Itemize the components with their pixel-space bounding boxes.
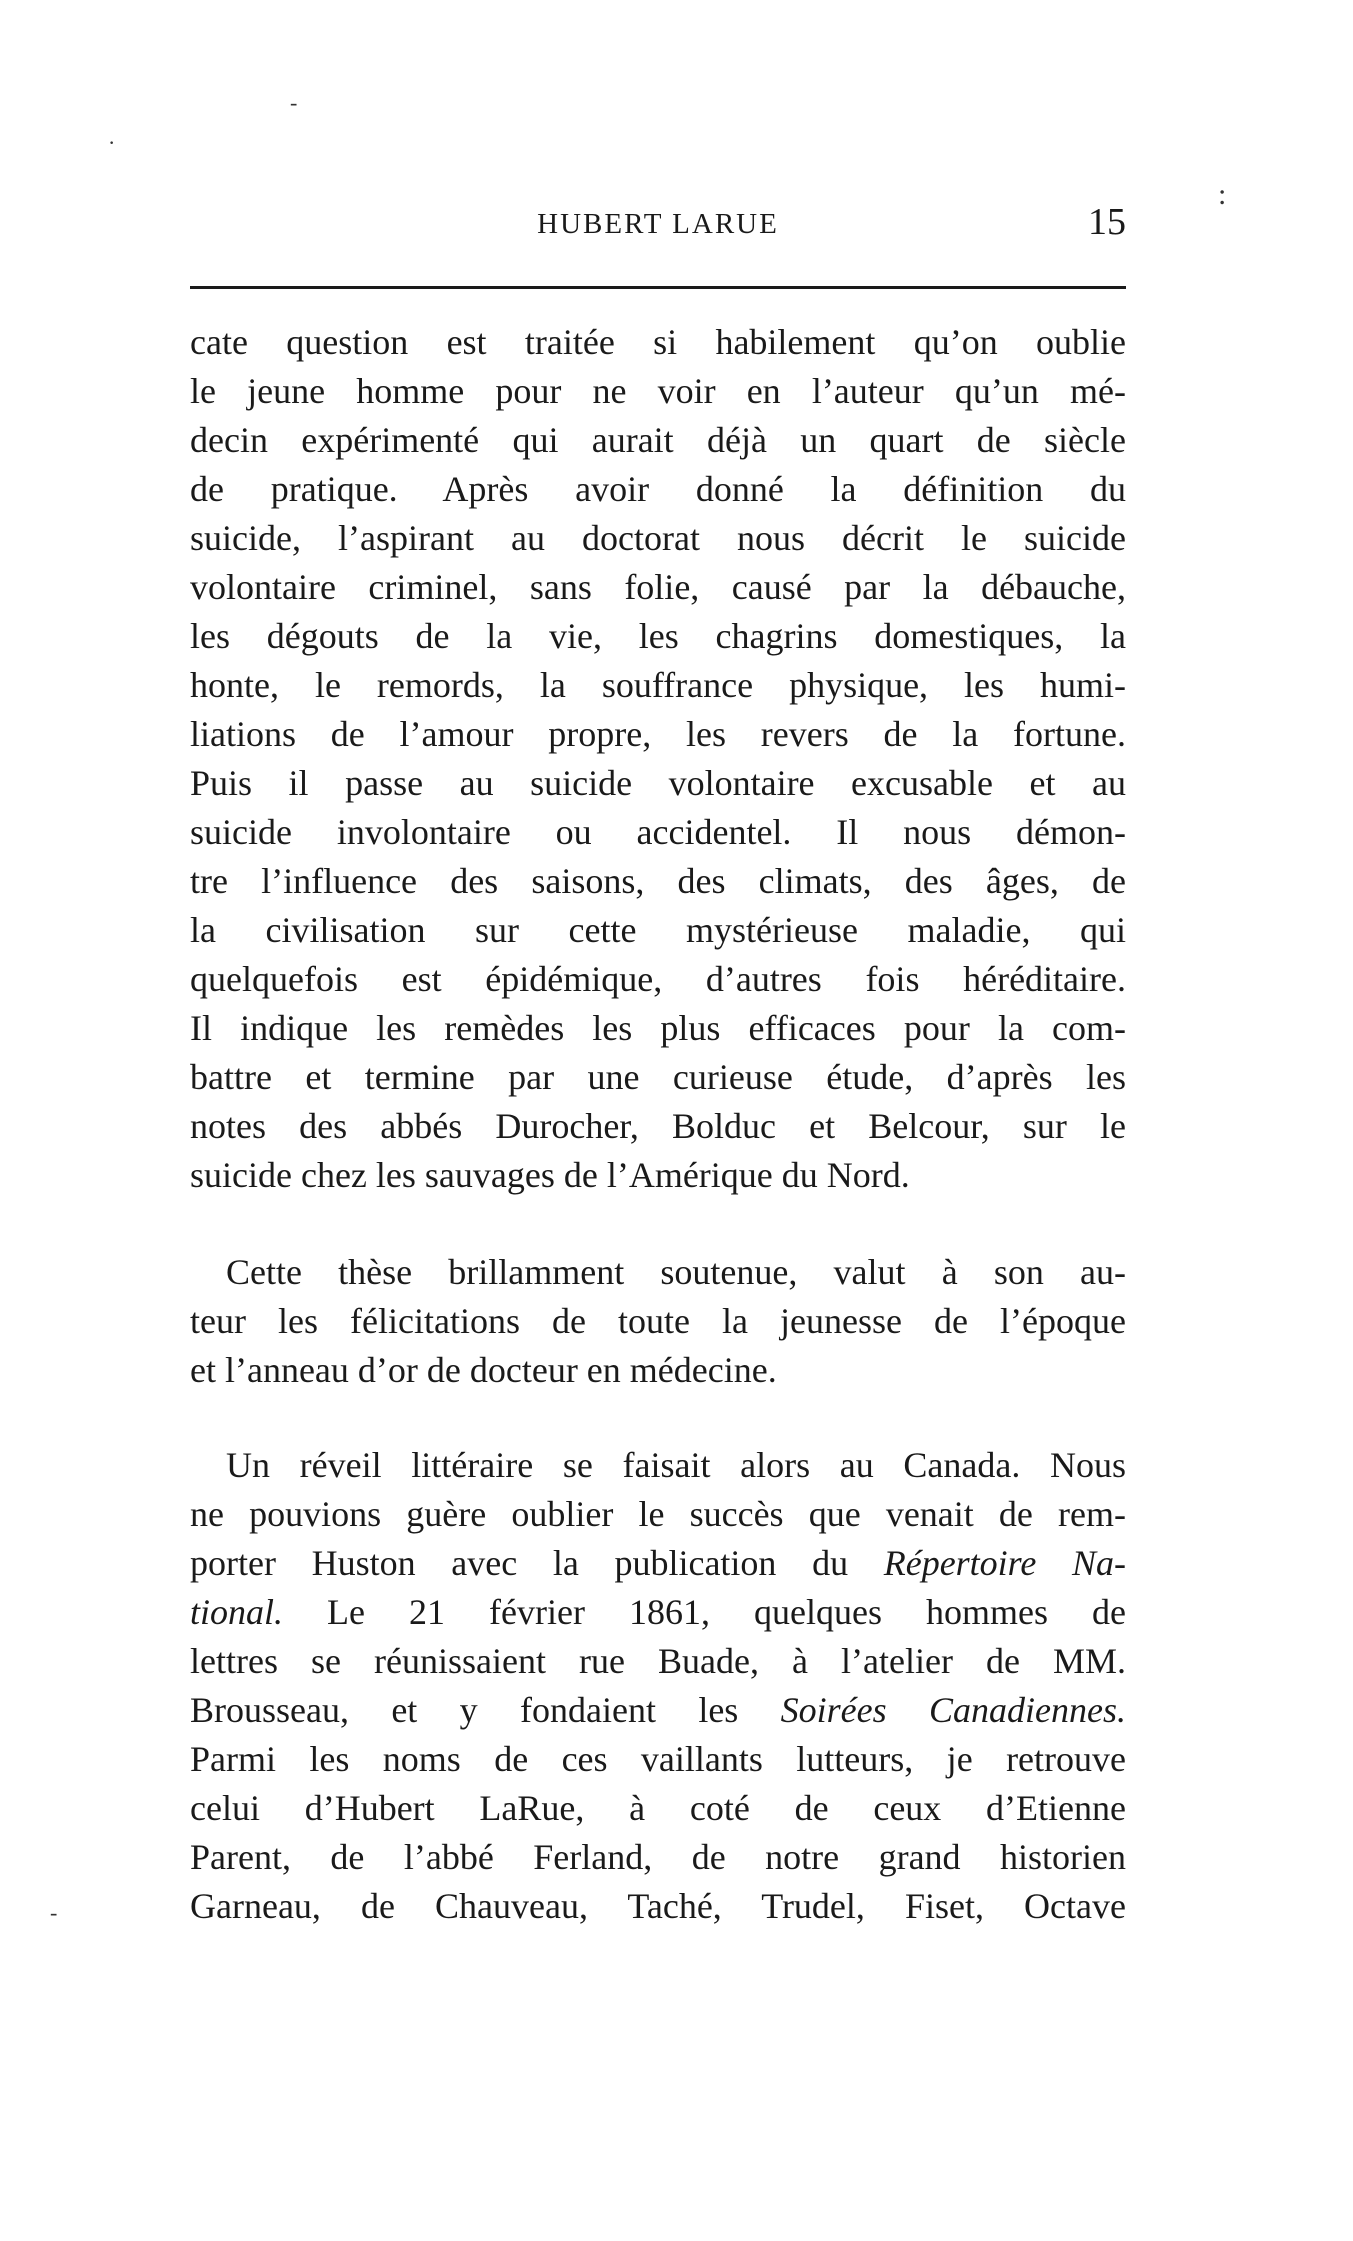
text-line: volontaire criminel, sans folie, causé par la débauche, <box>190 567 1126 607</box>
text-line: Il indique les remèdes les plus efficaces pour la com- <box>190 1008 1126 1048</box>
text-line <box>190 1441 1126 1490</box>
body-text <box>190 318 1126 1931</box>
text-line <box>190 1588 1126 1637</box>
text-run: Brousseau, et y fondaient les <box>190 1690 781 1730</box>
text-line: et l’anneau d’or de docteur en médecine. <box>190 1350 777 1390</box>
paragraph-spacer <box>190 1395 1126 1441</box>
text-line: teur les félicitations de toute la jeunesse de l’époque <box>190 1301 1126 1341</box>
text-line: liations de l’amour propre, les revers de la fortune. <box>190 714 1126 754</box>
text-line <box>190 1637 1126 1686</box>
text-line: cate question est traitée si habilement qu’on oublie <box>190 322 1126 362</box>
text-line <box>190 1686 1126 1735</box>
text-run: lettres se réunissaient rue Buade, à l’atelier de MM. <box>190 1641 1126 1681</box>
text-line: de pratique. Après avoir donné la définition du <box>190 469 1126 509</box>
text-line: tre l’influence des saisons, des climats, des âges, de <box>190 861 1126 901</box>
text-run: Parent, de l’abbé Ferland, de notre grand historien <box>190 1837 1126 1877</box>
paragraph-spacer <box>190 1200 1126 1248</box>
paragraph-3 <box>190 1441 1126 1931</box>
text-line: les dégouts de la vie, les chagrins domestiques, la <box>190 616 1126 656</box>
text-line: le jeune homme pour ne voir en l’auteur qu’un mé- <box>190 371 1126 411</box>
text-line: battre et termine par une curieuse étude, d’après les <box>190 1057 1126 1097</box>
text-line: decin expérimenté qui aurait déjà un quart de siècle <box>190 420 1126 460</box>
text-line <box>190 1735 1126 1784</box>
text-line: Puis il passe au suicide volontaire excusable et au <box>190 763 1126 803</box>
text-run: ne pouvions guère oublier le succès que venait de rem- <box>190 1494 1126 1534</box>
text-run: Parmi les noms de ces vaillants lutteurs, je retrouve <box>190 1739 1126 1779</box>
scan-speck: ‐ <box>290 90 298 115</box>
paragraph-2 <box>190 1248 1126 1395</box>
text-run: Le 21 février 1861, quelques hommes de <box>283 1592 1126 1632</box>
text-line: quelquefois est épidémique, d’autres fois héréditaire. <box>190 959 1126 999</box>
text-line: la civilisation sur cette mystérieuse maladie, qui <box>190 910 1126 950</box>
scan-speck: : <box>1218 178 1227 211</box>
text-line <box>190 1490 1126 1539</box>
page-number: 15 <box>1088 201 1126 243</box>
text-line: suicide involontaire ou accidentel. Il nous démon- <box>190 812 1126 852</box>
running-head <box>190 200 1126 250</box>
italic-title: tional. <box>190 1592 284 1632</box>
text-line: suicide, l’aspirant au doctorat nous décrit le suicide <box>190 518 1126 558</box>
scan-speck: · <box>108 130 116 155</box>
text-run: Un réveil littéraire se faisait alors au Canada. Nous <box>226 1445 1126 1485</box>
text-line <box>190 1882 1126 1931</box>
paragraph-1 <box>190 318 1126 1200</box>
text-line: Cette thèse brillamment soutenue, valut à son au- <box>226 1252 1126 1292</box>
text-run: porter Huston avec la publication du <box>190 1543 884 1583</box>
text-line <box>190 1784 1126 1833</box>
text-line: suicide chez les sauvages de l’Amérique du Nord. <box>190 1155 910 1195</box>
scan-speck: ‐ <box>50 1900 58 1925</box>
text-line <box>190 1539 1126 1588</box>
text-run: Garneau, de Chauveau, Taché, Trudel, Fiset, Octave <box>190 1886 1126 1926</box>
running-title: HUBERT LARUE <box>537 208 779 240</box>
text-line: honte, le remords, la souffrance physique, les humi- <box>190 665 1126 705</box>
italic-title: Soirées Canadiennes. <box>780 1690 1126 1730</box>
text-line: notes des abbés Durocher, Bolduc et Belcour, sur le <box>190 1106 1126 1146</box>
italic-title: Répertoire Na- <box>883 1543 1126 1583</box>
text-line <box>190 1833 1126 1882</box>
text-run: celui d’Hubert LaRue, à coté de ceux d’Etienne <box>190 1788 1126 1828</box>
header-rule <box>190 286 1126 289</box>
